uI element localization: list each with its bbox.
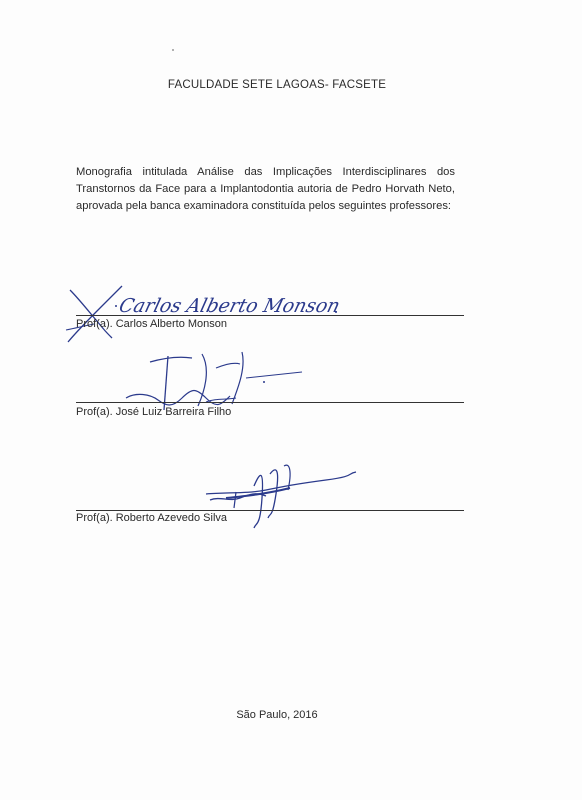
- place-date: São Paulo, 2016: [236, 709, 318, 721]
- signature-block-3: [76, 458, 464, 533]
- signatory-name-2: Prof(a). José Luiz Barreira Filho: [76, 406, 232, 418]
- signature-1-script: Carlos Alberto Monson: [116, 294, 345, 317]
- signature-line-1: [76, 315, 464, 316]
- institution-header: FACULDADE SETE LAGOAS- FACSETE: [167, 79, 387, 91]
- approval-paragraph: Monografia intitulada Análise das Implicações Interdisciplinares dos Transtornos da Face para a Implantodontia autoria de Pedro Horvath Neto, aprovada pela banca examinadora constituída pelos seguintes professores:: [76, 166, 455, 212]
- signature-line-3: [76, 510, 464, 511]
- signature-block-1: [76, 280, 464, 350]
- signatory-name-3: Prof(a). Roberto Azevedo Silva: [76, 512, 228, 524]
- signature-line-2: [76, 402, 464, 403]
- handwritten-signature-3: [196, 458, 416, 538]
- signature-block-2: [76, 348, 464, 423]
- signatory-name-1: Prof(a). Carlos Alberto Monson: [76, 318, 228, 330]
- paper-speck: [172, 49, 174, 51]
